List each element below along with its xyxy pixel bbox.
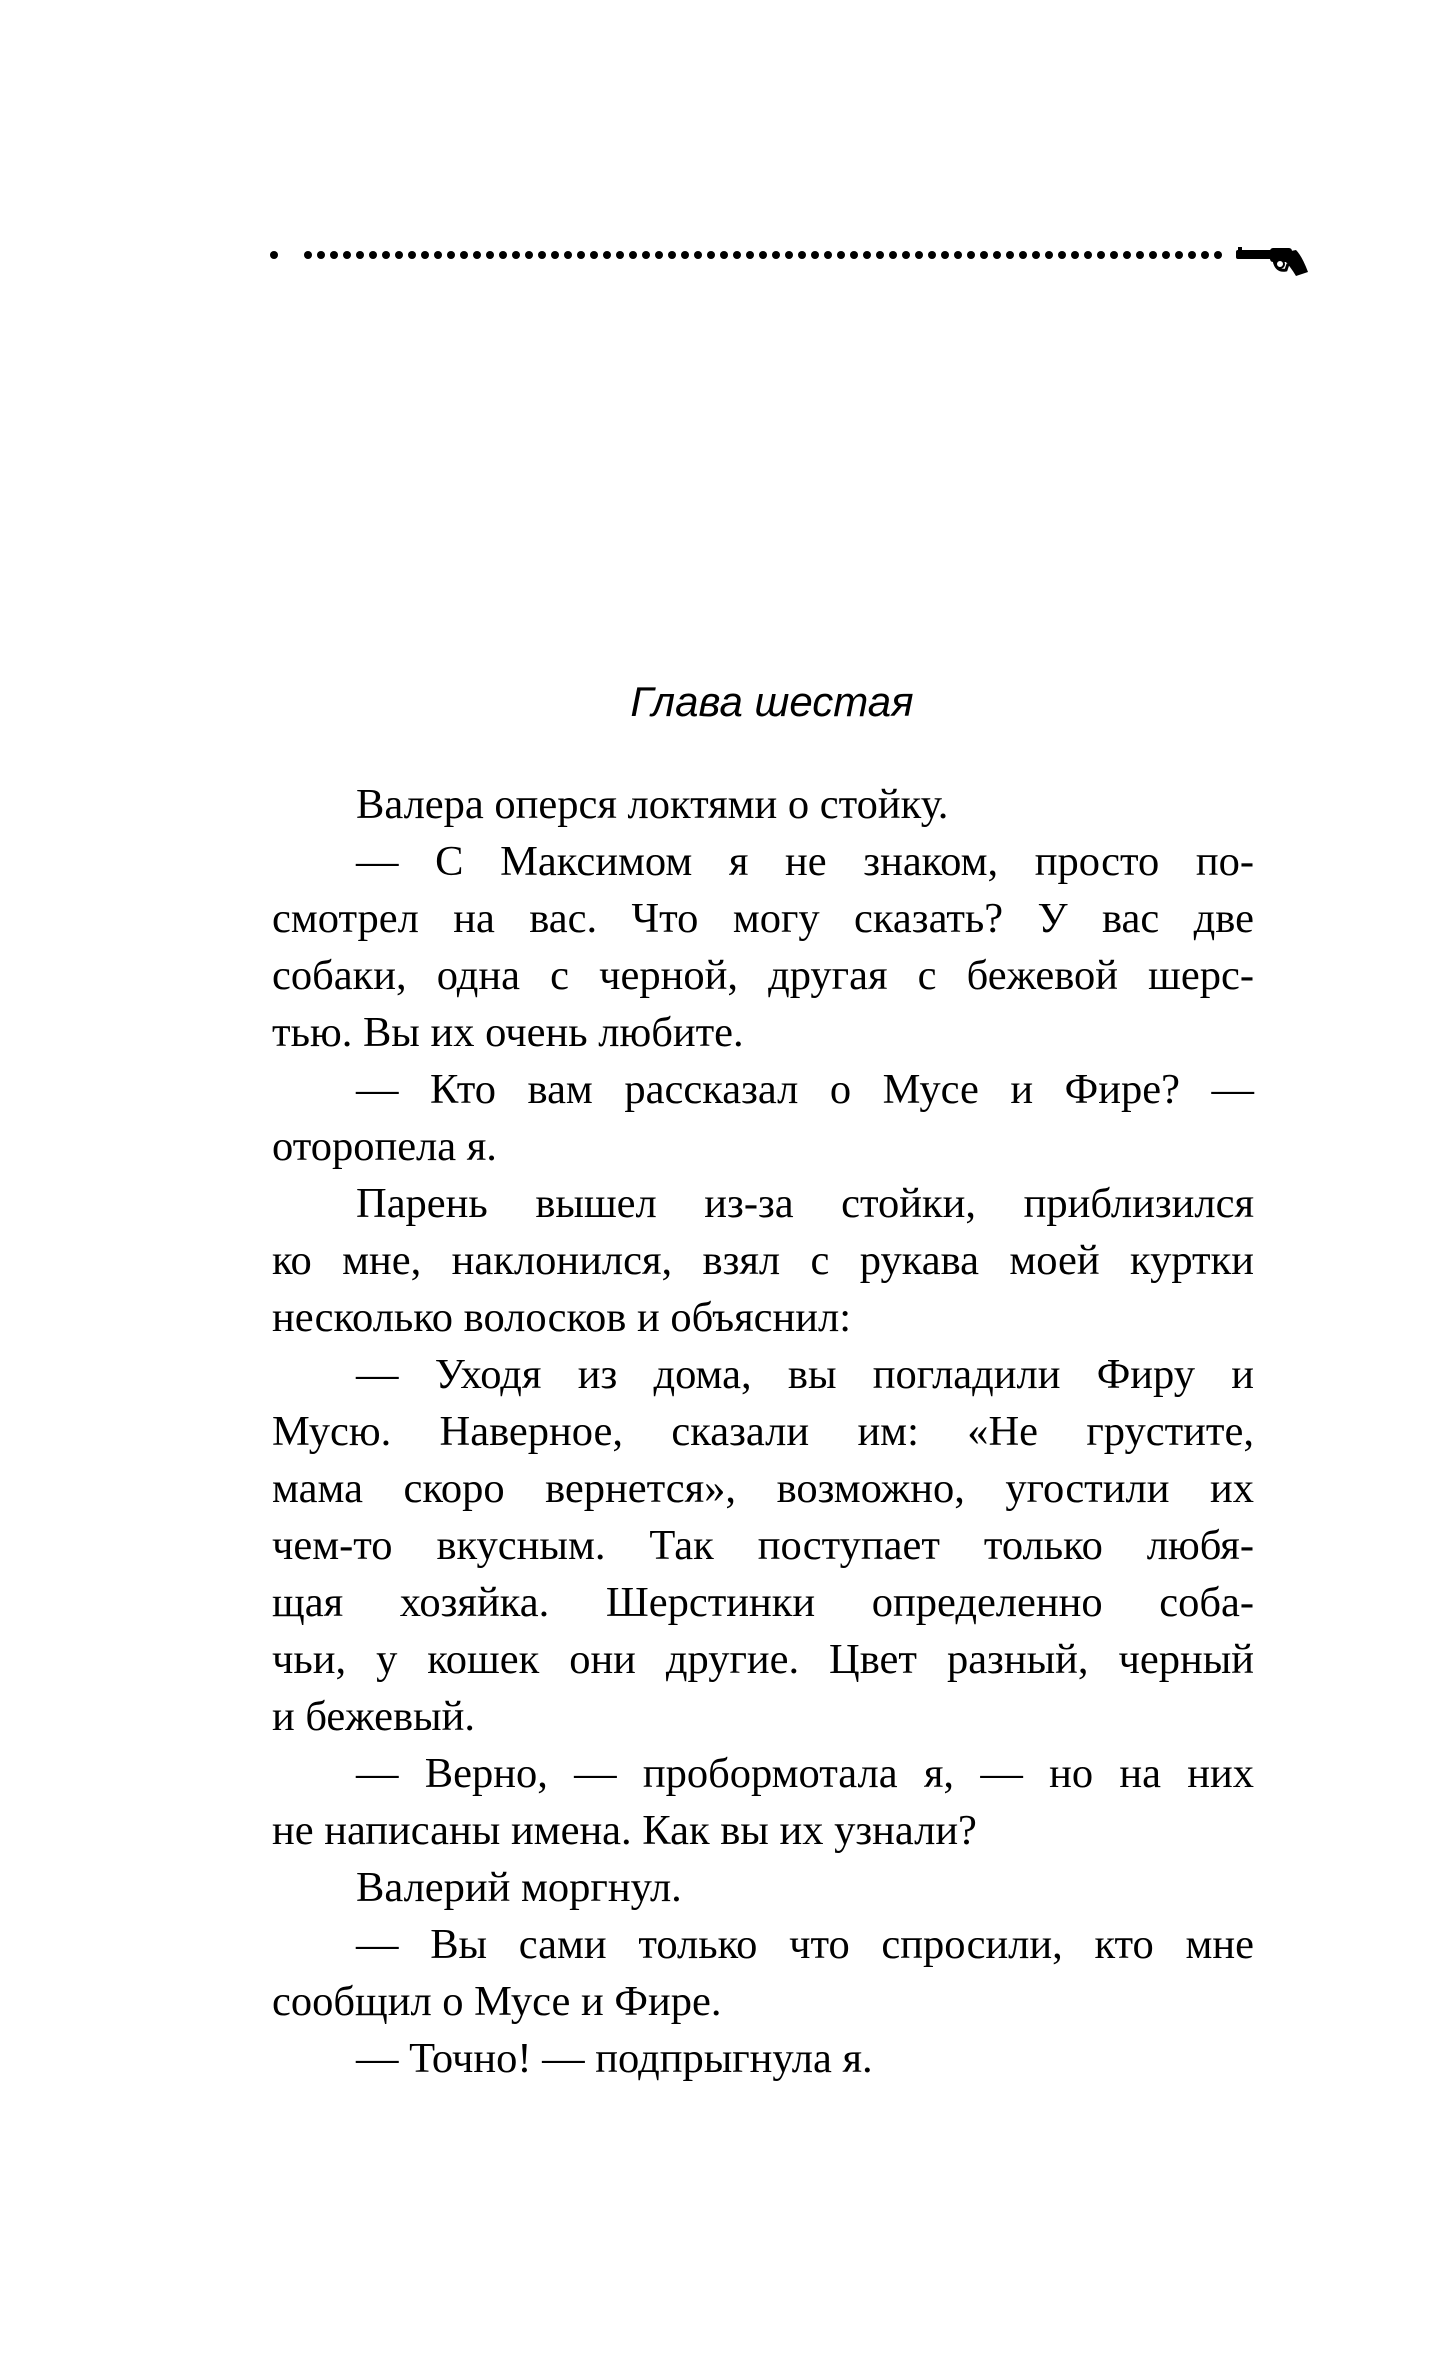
text-line: — Кто вам рассказал о Мусе и Фире? — (356, 1066, 1254, 1113)
header-dotted-rule (268, 240, 1318, 280)
text-line: мама скоро вернется», возможно, угостили их (272, 1465, 1254, 1512)
paragraph (272, 2030, 1254, 2087)
text-line: несколько волосков и объяснил: (272, 1294, 852, 1341)
text-line: — С Максимом я не знаком, просто по- (356, 838, 1254, 885)
text-line: — Вы сами только что спросили, кто мне (356, 1921, 1254, 1968)
text-line: смотрел на вас. Что могу сказать? У вас две (272, 895, 1254, 942)
text-line: — Точно! — подпрыгнула я. (356, 2035, 873, 2082)
paragraph (272, 776, 1254, 833)
paragraph (272, 1859, 1254, 1916)
text-line: ко мне, наклонился, взял с рукава моей куртки (272, 1237, 1254, 1284)
text-line: Валерий моргнул. (356, 1864, 682, 1911)
text-line: собаки, одна с черной, другая с бежевой шерс- (272, 952, 1254, 999)
text-line: оторопела я. (272, 1123, 497, 1170)
text-line: щая хозяйка. Шерстинки определенно соба- (272, 1579, 1254, 1626)
chapter-body (272, 776, 1254, 2087)
text-line: — Уходя из дома, вы погладили Фиру и (356, 1351, 1254, 1398)
revolver-icon (1236, 247, 1308, 276)
text-line: чьи, у кошек они другие. Цвет разный, черный (272, 1636, 1254, 1683)
text-line: тью. Вы их очень любите. (272, 1009, 744, 1056)
text-line: — Верно, — пробормотала я, — но на них (356, 1750, 1254, 1797)
text-line: Парень вышел из-за стойки, приблизился (356, 1180, 1254, 1227)
paragraph (272, 1175, 1254, 1346)
paragraph (272, 833, 1254, 1061)
text-line: и бежевый. (272, 1693, 475, 1740)
text-line: сообщил о Мусе и Фире. (272, 1978, 722, 2025)
text-line: не написаны имена. Как вы их узнали? (272, 1807, 977, 1854)
text-line: чем-то вкусным. Так поступает только любя- (272, 1522, 1254, 1569)
chapter-title: Глава шестая (630, 678, 914, 725)
paragraph (272, 1916, 1254, 2030)
text-line: Валера оперся локтями о стойку. (356, 781, 949, 828)
paragraph (272, 1346, 1254, 1745)
text-line: Мусю. Наверное, сказали им: «Не грустите, (272, 1408, 1254, 1455)
paragraph (272, 1061, 1254, 1175)
paragraph (272, 1745, 1254, 1859)
